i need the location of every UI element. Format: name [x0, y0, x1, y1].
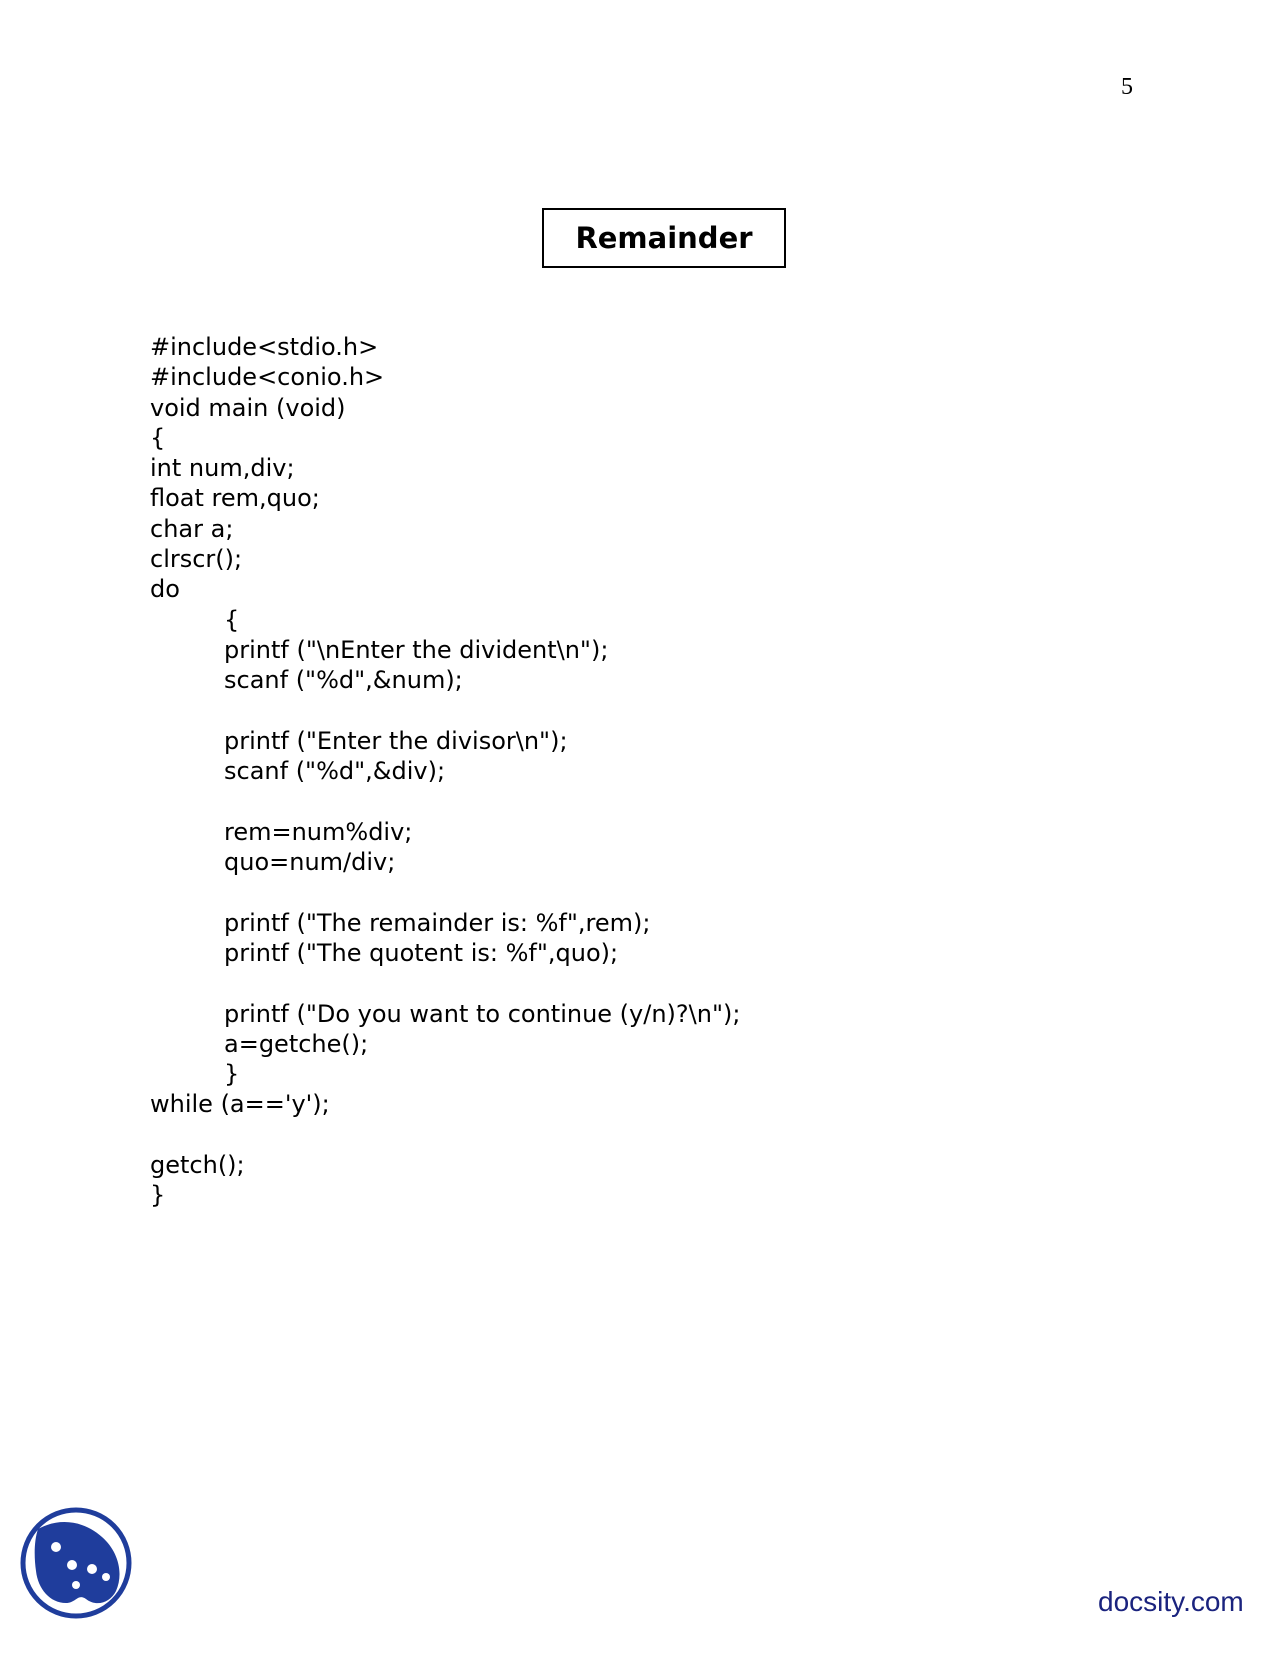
code-line: float rem,quo; [150, 484, 320, 513]
code-line [150, 877, 740, 907]
code-line: a=getche(); [224, 1029, 369, 1058]
docsity-logo-icon [20, 1507, 132, 1619]
code-line: int num,div; [150, 454, 295, 483]
code-line: rem=num%div; [224, 817, 413, 846]
code-line: printf ("The quotent is: %f",quo); [224, 938, 619, 967]
brand-link[interactable]: docsity.com [1098, 1586, 1244, 1617]
code-line: clrscr(); [150, 545, 243, 574]
code-listing [150, 332, 740, 1211]
code-line [150, 968, 740, 998]
code-line: } [150, 1181, 166, 1210]
code-line [150, 786, 740, 816]
code-line [150, 696, 740, 726]
code-line: { [150, 423, 166, 452]
code-line: printf ("Enter the divisor\n"); [224, 726, 568, 755]
code-line: printf ("\nEnter the divident\n"); [224, 635, 609, 664]
code-line: quo=num/div; [224, 848, 396, 877]
code-line: scanf ("%d",&num); [224, 666, 463, 695]
page-number: 5 [1121, 74, 1133, 100]
code-line: getch(); [150, 1151, 245, 1180]
code-line: scanf ("%d",&div); [224, 757, 446, 786]
code-line: while (a=='y'); [150, 1090, 330, 1119]
code-line: { [224, 605, 240, 634]
page-title: Remainder [542, 208, 786, 268]
code-line: do [150, 575, 180, 604]
code-line: printf ("Do you want to continue (y/n)?\n"); [224, 999, 741, 1028]
code-line: printf ("The remainder is: %f",rem); [224, 908, 651, 937]
code-line: #include<conio.h> [150, 363, 385, 392]
code-line: } [224, 1060, 240, 1089]
code-line: void main (void) [150, 393, 346, 422]
code-line [150, 1120, 740, 1150]
code-line: #include<stdio.h> [150, 333, 379, 361]
code-line: char a; [150, 514, 234, 543]
